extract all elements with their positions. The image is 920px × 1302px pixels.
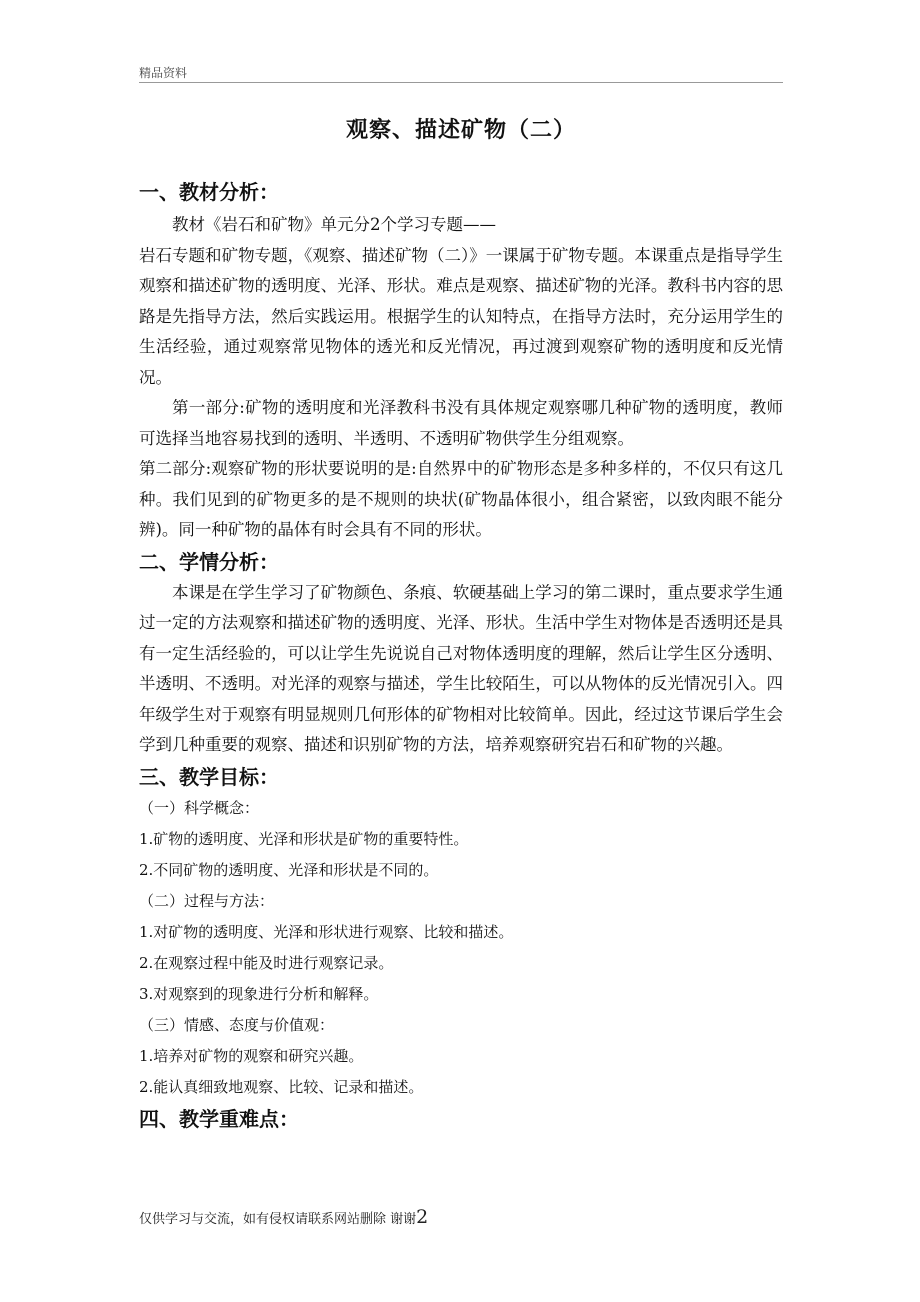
footer-disclaimer: [139, 1206, 428, 1228]
document-body: [139, 176, 783, 1135]
list-item: 1.矿物的透明度、光泽和形状是矿物的重要特性。: [139, 829, 469, 848]
paragraph-textbook-intro: 教材《岩石和矿物》单元分2个学习专题——: [172, 215, 496, 234]
paragraph-part-two: 第二部分:观察矿物的形状要说明的是:自然界中的矿物形态是多种多样的，不仅只有这几种。我们见到的矿物更多的是不规则的块状(矿物晶体很小，组合紧密，以致肉眼不能分辨)。同一种矿物的晶体有时会具有不同的形状。: [139, 459, 783, 539]
section-heading-student-analysis: 二、学情分析：: [139, 549, 279, 574]
list-item: 2.不同矿物的透明度、光泽和形状是不同的。: [139, 860, 439, 879]
list-item: 3.对观察到的现象进行分析和解释。: [139, 984, 379, 1003]
section-heading-teaching-goals: 三、教学目标：: [139, 764, 279, 789]
list-item: 2.在观察过程中能及时进行观察记录。: [139, 953, 394, 972]
paragraph-textbook-analysis: 岩石专题和矿物专题，《观察、描述矿物（二）》一课属于矿物专题。本课重点是指导学生观察和描述矿物的透明度、光泽、形状。难点是观察、描述矿物的光泽。教科书内容的思路是先指导方法，然后实践运用。根据学生的认知特点，在指导方法时，充分运用学生的生活经验，通过观察常见物体的透光和反光情况，再过渡到观察矿物的透明度和反光情况。: [139, 245, 783, 387]
header-label: 精品资料: [139, 66, 188, 80]
paragraph-part-one: 第一部分:矿物的透明度和光泽教科书没有具体规定观察哪几种矿物的透明度，教师可选择当地容易找到的透明、半透明、不透明矿物供学生分组观察。: [139, 398, 783, 448]
subheading-process-methods: （二）过程与方法：: [139, 891, 275, 910]
list-item: 1.培养对矿物的观察和研究兴趣。: [139, 1046, 364, 1065]
subheading-attitudes-values: （三）情感、态度与价值观：: [139, 1015, 335, 1034]
list-item: 1.对矿物的透明度、光泽和形状进行观察、比较和描述。: [139, 922, 514, 941]
section-heading-textbook-analysis: 一、教材分析：: [139, 180, 279, 204]
header-divider: [139, 82, 783, 83]
section-heading-key-difficulties: 四、教学重难点：: [139, 1106, 299, 1131]
paragraph-student-analysis: 本课是在学生学习了矿物颜色、条痕、软硬基础上学习的第二课时，重点要求学生通过一定的方法观察和描述矿物的透明度、光泽、形状。生活中学生对物体是否透明还是具有一定生活经验的，可以让学生先说说自己对物体透明度的理解，然后让学生区分透明、半透明、不透明。对光泽的观察与描述，学生比较陌生，可以从物体的反光情况引入。四年级学生对于观察有明显规则几何形体的矿物相对比较简单。因此，经过这节课后学生会学到几种重要的观察、描述和识别矿物的方法，培养观察研究岩石和矿物的兴趣。: [139, 582, 783, 754]
list-item: 2.能认真细致地观察、比较、记录和描述。: [139, 1077, 424, 1096]
document-title: 观察、描述矿物（二）: [345, 118, 576, 143]
footer-disclaimer-text: 仅供学习与交流，如有侵权请联系网站删除 谢谢: [139, 1212, 417, 1227]
page-number: 2: [416, 1206, 429, 1228]
subheading-science-concepts: （一）科学概念：: [139, 798, 260, 817]
